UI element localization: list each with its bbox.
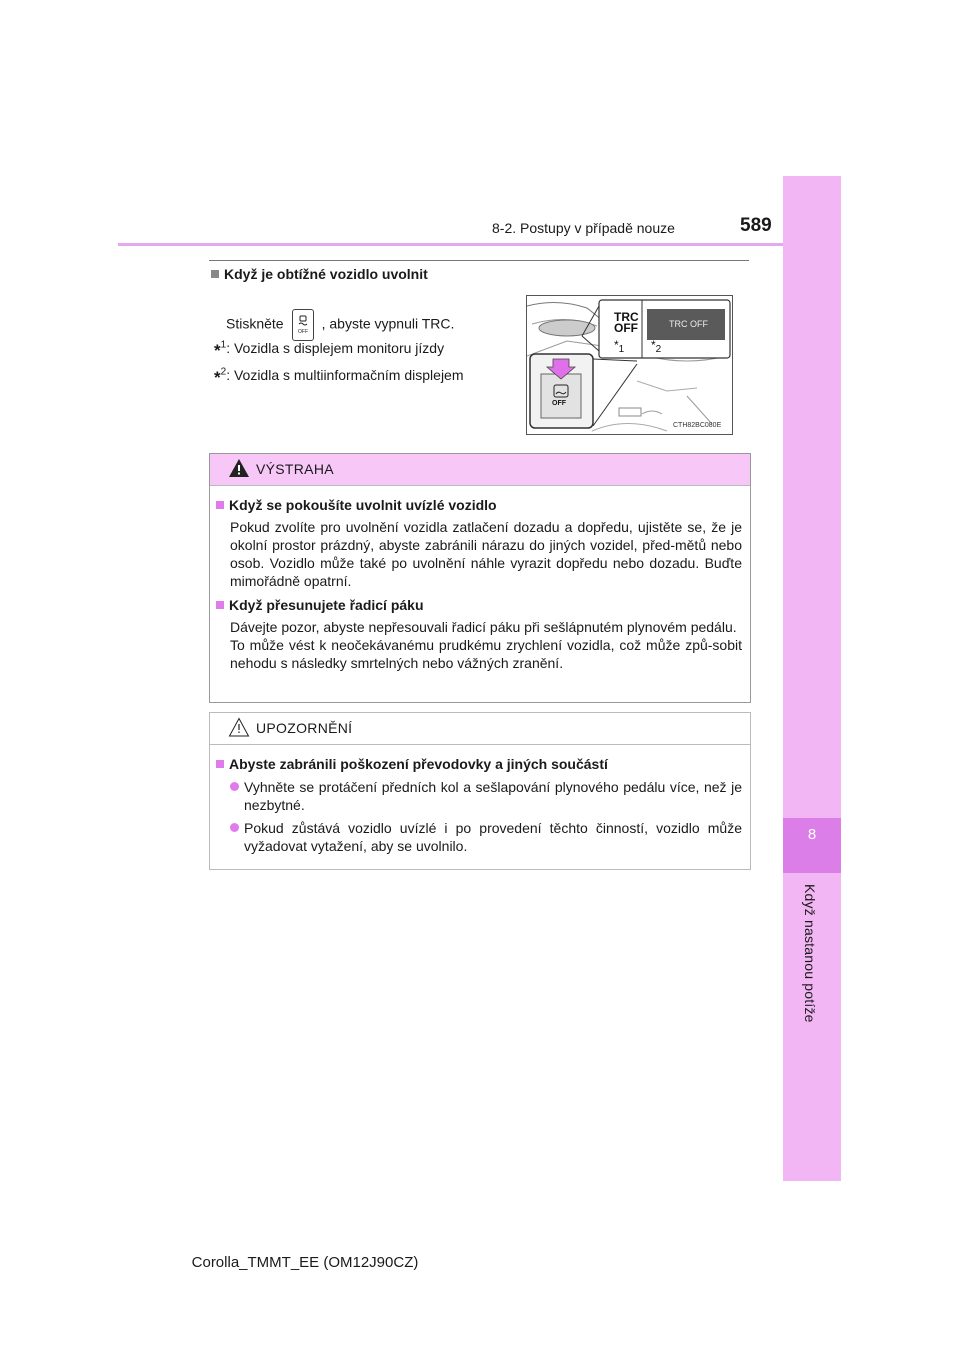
notice-header (210, 713, 750, 745)
notice-title: UPOZORNĚNÍ (256, 720, 353, 736)
chapter-side-tab (783, 176, 841, 1181)
manual-footer: Corolla_TMMT_EE (OM12J90CZ) (191, 1254, 419, 1271)
square-bullet-icon (216, 601, 224, 609)
subsection-heading: Když je obtížné vozidlo uvolnit (211, 266, 428, 282)
warning-item-text: To může vést k neočekávanému prudkému zrychlení vozidla, což může způ-sobit nehodu s následky smrtelných nebo vážných zranění. (230, 637, 742, 671)
page-number: 589 (740, 215, 772, 236)
notice-bullet: Vyhněte se protáčení předních kol a sešlapování plynového pedálu více, než je nezbytné. (216, 778, 742, 814)
svg-text:OFF: OFF (297, 329, 308, 335)
notice-body (210, 745, 750, 865)
chapter-title: Když nastanou potíže (802, 884, 818, 1023)
warning-triangle-icon (228, 458, 250, 478)
callout-marker-1: $*_1$ (614, 338, 625, 355)
press-instruction: Stiskněte OFF , abyste vypnuli TRC. (226, 309, 454, 341)
footnote-1: *$^1$: Vozidla s displejem monitoru jízdy (214, 339, 445, 360)
callout-marker-2: $*_2$ (651, 338, 662, 355)
warning-box (209, 453, 751, 703)
warning-item-heading: Když přesunujete řadicí páku (216, 596, 742, 614)
trc-off-switch-icon (292, 309, 314, 341)
square-bullet-icon (211, 270, 219, 278)
warning-item-heading: Když se pokoušíte uvolnit uvízlé vozidlo (216, 496, 742, 514)
trc-off-illustration (526, 295, 733, 435)
warning-body (210, 486, 750, 688)
switch-off-label: OFF (552, 400, 566, 407)
multi-info-display-text: TRC OFF (669, 319, 708, 329)
warning-header (210, 454, 750, 486)
header-rule (118, 243, 783, 246)
footnote-2: *$^2$: Vozidla s multiinformačním displejem (214, 366, 464, 387)
chapter-number: 8 (807, 826, 817, 843)
caution-triangle-icon (228, 717, 250, 737)
section-rule (209, 260, 749, 261)
square-bullet-icon (216, 501, 224, 509)
notice-bullet: Pokud zůstává vozidlo uvízlé i po provedení těchto činností, vozidlo může vyžadovat vytažení, aby se uvolnilo. (216, 819, 742, 855)
warning-title: VÝSTRAHA (256, 461, 334, 477)
trc-off-indicator-text: TRC OFF (614, 310, 639, 335)
section-title: 8-2. Postupy v případě nouze (492, 220, 675, 236)
illustration-code: CTH82BC080E (673, 422, 722, 429)
square-bullet-icon (216, 760, 224, 768)
round-bullet-icon (230, 823, 239, 832)
notice-box (209, 712, 751, 870)
round-bullet-icon (230, 782, 239, 791)
warning-item-text: Pokud zvolíte pro uvolnění vozidla zatlačení dozadu a dopředu, ujistěte se, že je okolní prostor prázdný, abyste zabránili nárazu do jiných vozidel, před-mětů nebo osob. Vozidlo může také po uvolnění náhle vyrazit dopředu nebo dozadu. Buďte mimořádně opatrní. (230, 519, 742, 589)
notice-item-heading: Abyste zabránili poškození převodovky a jiných součástí (216, 755, 742, 773)
warning-item-text: Dávejte pozor, abyste nepřesouvali řadicí páku při sešlápnutém plynovém pedálu. (230, 619, 737, 635)
